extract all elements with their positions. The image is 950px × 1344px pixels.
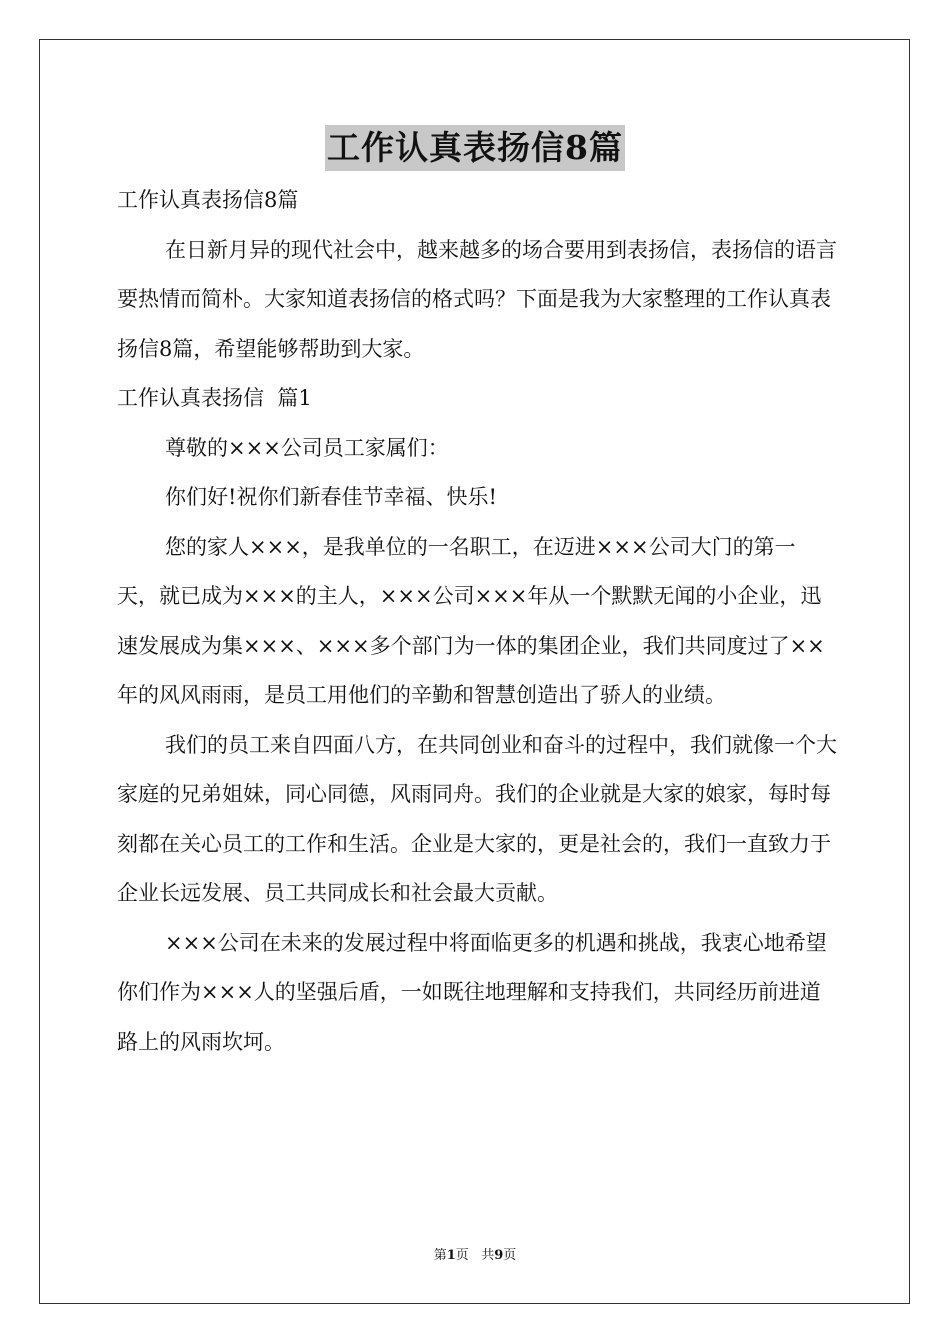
body-paragraph: 我们的员工来自四面八方，在共同创业和奋斗的过程中，我们就像一个大家庭的兄弟姐妹，同心同德，风雨同舟。我们的企业就是大家的娘家，每时每刻都在关心员工的工作和生活。企业是大家的，更是社会的，我们一直致力于企业长远发展、员工共同成长和社会最大贡献。 (117, 732, 837, 905)
title-wrapper (0, 125, 950, 171)
body-paragraph: 您的家人×××，是我单位的一名职工，在迈进×××公司大门的第一天，就已成为×××的主人，×××公司×××年从一个默默无闻的小企业，迅速发展成为集×××、×××多个部门为一体的集团企业，我们共同度过了××年的风风雨雨，是员工用他们的辛勤和智慧创造出了骄人的业绩。 (117, 534, 825, 707)
greeting: 你们好!祝你们新春佳节幸福、快乐! (165, 485, 497, 509)
intro-paragraph: 在日新月异的现代社会中，越来越多的场合要用到表扬信，表扬信的语言要热情而简朴。大家知道表扬信的格式吗？下面是我为大家整理的工作认真表扬信8篇，希望能够帮助到大家。 (117, 237, 837, 361)
page-footer (0, 1247, 950, 1265)
salutation: 尊敬的×××公司员工家属们： (165, 435, 449, 460)
page-number: 1 (446, 1248, 456, 1263)
section-heading: 工作认真表扬信 篇1 (117, 386, 312, 410)
total-pages: 9 (494, 1248, 504, 1263)
document-subtitle: 工作认真表扬信8篇 (117, 188, 299, 212)
document-body (117, 176, 837, 1067)
total-suffix: 页 (503, 1248, 517, 1263)
body-paragraph: ×××公司在未来的发展过程中将面临更多的机遇和挑战，我衷心地希望你们作为×××人的坚强后盾，一如既往地理解和支持我们，共同经历前进道路上的风雨坎坷。 (117, 930, 827, 1054)
page-suffix: 页 (455, 1248, 469, 1263)
document-title: 工作认真表扬信8篇 (325, 125, 625, 171)
page-prefix: 第 (433, 1248, 447, 1263)
total-prefix: 共 (481, 1248, 495, 1263)
